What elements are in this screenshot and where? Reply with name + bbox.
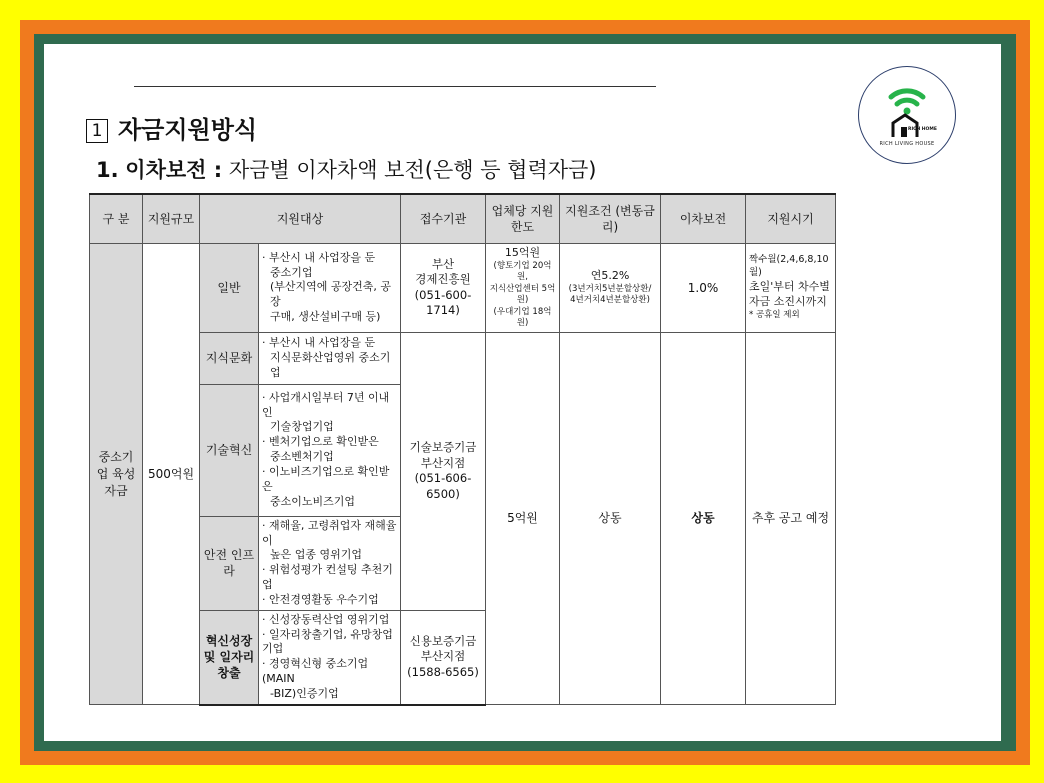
target-cell: · 재해율, 고령취업자 재해율이 높은 업종 영위기업 · 위험성평가 컨설팅 추천기업 · 안전경영활동 우수기업 [259,516,401,610]
logo-tagline: RICH LIVING HOUSE [879,141,935,147]
target-cell: · 신성장동력산업 영위기업 · 일자리창출기업, 유망창업기업 · 경영혁신형 중소기업(MAIN -BIZ)인증기업 [259,610,401,705]
limit-cell: 15억원 (향토기업 20억원, 지식산업센터 5억원) (우대기업 18억원) [486,244,560,333]
timing-other-cell: 추후 공고 예정 [746,332,836,705]
header-limit: 업체당 지원한도 [486,194,560,244]
type-name: 일반 [200,244,259,333]
subheading-number: 1. [96,158,119,182]
condition-cell: 연5.2% (3년거치5년분할상환/ 4년거치4년분할상환) [560,244,661,333]
type-name: 기술혁신 [200,384,259,516]
section-number: 1 [86,119,108,143]
subsidy-cell: 1.0% [661,244,746,333]
support-table [89,193,836,706]
limit-other-cell: 5억원 [486,332,560,705]
category-cell: 중소기업 육성자금 [90,244,143,705]
target-cell: · 부산시 내 사업장을 둔 지식문화산업영위 중소기업 [259,332,401,384]
header-condition: 지원조건 (변동금리) [560,194,661,244]
type-name: 지식문화 [200,332,259,384]
type-name: 안전 인프라 [200,516,259,610]
header-timing: 지원시기 [746,194,836,244]
logo-brand: RICH HOME [908,127,937,132]
header-agency: 접수기관 [401,194,486,244]
section-title: 자금지원방식 [118,116,258,144]
header-subsidy: 이차보전 [661,194,746,244]
timing-cell: 짝수월(2,4,6,8,10월) 초일'부터 차수별 자금 소진시까지 * 공휴일 제외 [746,244,836,333]
target-cell: · 부산시 내 사업장을 둔 중소기업 (부산지역에 공장건축, 공장 구매, 생산설비구매 등) [259,244,401,333]
subheading-title: 이차보전 : [125,158,223,182]
target-cell: · 사업개시일부터 7년 이내인 기술창업기업 · 벤처기업으로 확인받은 중소벤처기업 · 이노비즈기업으로 확인받은 중소이노비즈기업 [259,384,401,516]
agency-sinbo-cell: 신용보증기금 부산지점 (1588-6565) [401,610,486,705]
subheading-desc: 자금별 이자차액 보전(은행 등 협력자금) [228,158,597,182]
slide [44,44,1001,741]
header-scale: 지원규모 [143,194,200,244]
subsidy-other-cell: 상동 [661,332,746,705]
header-category: 구 분 [90,194,143,244]
divider-line [134,86,656,87]
agency-kibo-cell: 기술보증기금 부산지점 (051-606-6500) [401,332,486,610]
type-name: 혁신성장 및 일자리 창출 [200,610,259,705]
page-title [86,110,257,145]
table-row [90,244,836,333]
table-row [90,332,836,384]
rich-home-logo [858,66,956,164]
scale-cell: 500억원 [143,244,200,705]
condition-other-cell: 상동 [560,332,661,705]
agency-cell: 부산 경제진흥원 (051-600-1714) [401,244,486,333]
wifi-house-icon [859,67,955,163]
subheading [96,154,597,184]
header-target: 지원대상 [200,194,401,244]
